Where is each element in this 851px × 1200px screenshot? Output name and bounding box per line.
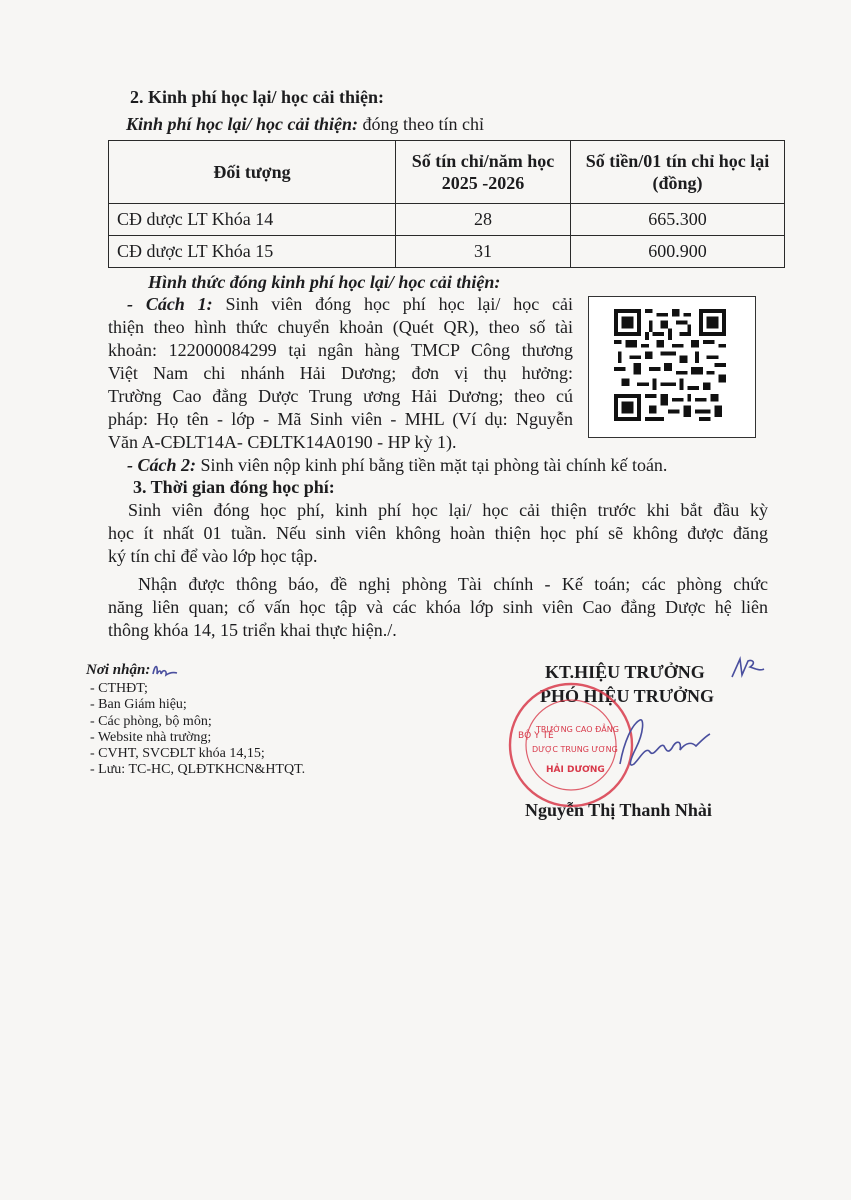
list-item: - Website nhà trường; bbox=[90, 729, 212, 745]
fee-table bbox=[108, 140, 785, 268]
recipients-label: Nơi nhận: bbox=[86, 662, 151, 678]
method-1-text: Sinh viên đóng học phí học lại/ học cải bbox=[225, 294, 573, 314]
fee-table-header: Số tiền/01 tín chỉ học lại (đồng) bbox=[571, 141, 785, 204]
initials-mark bbox=[150, 660, 180, 680]
method-1-line: Văn A-CĐLT14A- CĐLTK14A0190 - HP kỳ 1). bbox=[108, 432, 457, 452]
list-item: - Các phòng, bộ môn; bbox=[90, 713, 212, 729]
stamp-line: TRƯỜNG CAO ĐẲNG bbox=[536, 725, 619, 734]
method-1-label: - Cách 1: bbox=[127, 294, 213, 314]
signature-title-2: PHÓ HIỆU TRƯỞNG bbox=[540, 686, 715, 706]
method-1-line: pháp: Họ tên - lớp - Mã Sinh viên - MHL (Ví dụ: Nguyễn bbox=[108, 409, 573, 429]
handwritten-signature bbox=[610, 712, 720, 782]
stamp-line: HẢI DƯƠNG bbox=[546, 765, 605, 775]
table-cell: CĐ dược LT Khóa 15 bbox=[109, 236, 396, 268]
table-row bbox=[109, 236, 785, 268]
payment-heading: Hình thức đóng kinh phí học lại/ học cải thiện: bbox=[148, 272, 501, 292]
method-1-line: thiện theo hình thức chuyển khoản (Quét QR), theo số tài bbox=[108, 317, 573, 337]
stamp-line: DƯỢC TRUNG ƯƠNG bbox=[532, 745, 618, 754]
method-1-line: Trường Cao đẳng Dược Trung ương Hải Dương; theo cú bbox=[108, 386, 573, 406]
section-3-para-2-line: Nhận được thông báo, đề nghị phòng Tài chính - Kế toán; các phòng chức bbox=[138, 574, 768, 594]
list-item: - Lưu: TC-HC, QLĐTKHCN&HTQT. bbox=[90, 762, 306, 778]
section-3-para-1-line: học ít nhất 01 tuần. Nếu sinh viên không hoàn thiện học phí sẽ không được đăng bbox=[108, 523, 768, 543]
table-cell: 665.300 bbox=[571, 204, 785, 236]
section-3-para-1-line: ký tín chỉ để vào lớp học tập. bbox=[108, 546, 318, 566]
section-2-intro-text: đóng theo tín chỉ bbox=[362, 114, 485, 134]
table-cell: 28 bbox=[396, 204, 571, 236]
qr-code-icon bbox=[611, 309, 729, 421]
section-2-intro-label: Kinh phí học lại/ học cải thiện: bbox=[126, 114, 359, 134]
table-cell: 31 bbox=[396, 236, 571, 268]
signature-title-1: KT.HIỆU TRƯỞNG bbox=[545, 662, 705, 682]
list-item: - CTHĐT; bbox=[90, 681, 148, 696]
section-2-heading: 2. Kinh phí học lại/ học cải thiện: bbox=[130, 87, 385, 107]
list-item: - Ban Giám hiệu; bbox=[90, 697, 187, 713]
section-3-para-1-line: Sinh viên đóng học phí, kinh phí học lại/ học cải thiện trước khi bắt đầu kỳ bbox=[128, 500, 768, 520]
fee-table-header-row bbox=[109, 141, 785, 204]
method-2-label: - Cách 2: bbox=[127, 455, 196, 475]
section-3-para-2-line: năng liên quan; cố vấn học tập và các khóa lớp sinh viên Cao đẳng Dược hệ liên bbox=[108, 597, 768, 617]
method-2-line bbox=[127, 455, 667, 476]
signer-name: Nguyễn Thị Thanh Nhài bbox=[525, 800, 712, 820]
section-3-para-2-line: thông khóa 14, 15 triển khai thực hiện./. bbox=[108, 620, 397, 640]
method-1-line: Việt Nam chi nhánh Hải Dương; đơn vị thụ hưởng: bbox=[108, 363, 573, 383]
list-item: - CVHT, SVCĐLT khóa 14,15; bbox=[90, 746, 265, 762]
fee-table-header: Đối tượng bbox=[109, 141, 396, 204]
fee-table-header: Số tín chỉ/năm học 2025 -2026 bbox=[396, 141, 571, 204]
table-cell: CĐ dược LT Khóa 14 bbox=[109, 204, 396, 236]
stamp-outer-text: BỘ Y TẾ bbox=[518, 731, 554, 741]
method-1-line bbox=[127, 294, 573, 315]
recipients-list bbox=[90, 681, 305, 779]
section-3-heading: 3. Thời gian đóng học phí: bbox=[133, 477, 335, 497]
section-2-intro bbox=[126, 114, 484, 135]
table-cell: 600.900 bbox=[571, 236, 785, 268]
method-1-line: khoản: 122000084299 tại ngân hàng TMCP Công thương bbox=[108, 340, 573, 360]
table-row bbox=[109, 204, 785, 236]
initial-mark bbox=[728, 655, 768, 683]
method-2-text: Sinh viên nộp kinh phí bằng tiền mặt tại phòng tài chính kế toán. bbox=[200, 455, 668, 475]
qr-code[interactable] bbox=[588, 296, 756, 438]
